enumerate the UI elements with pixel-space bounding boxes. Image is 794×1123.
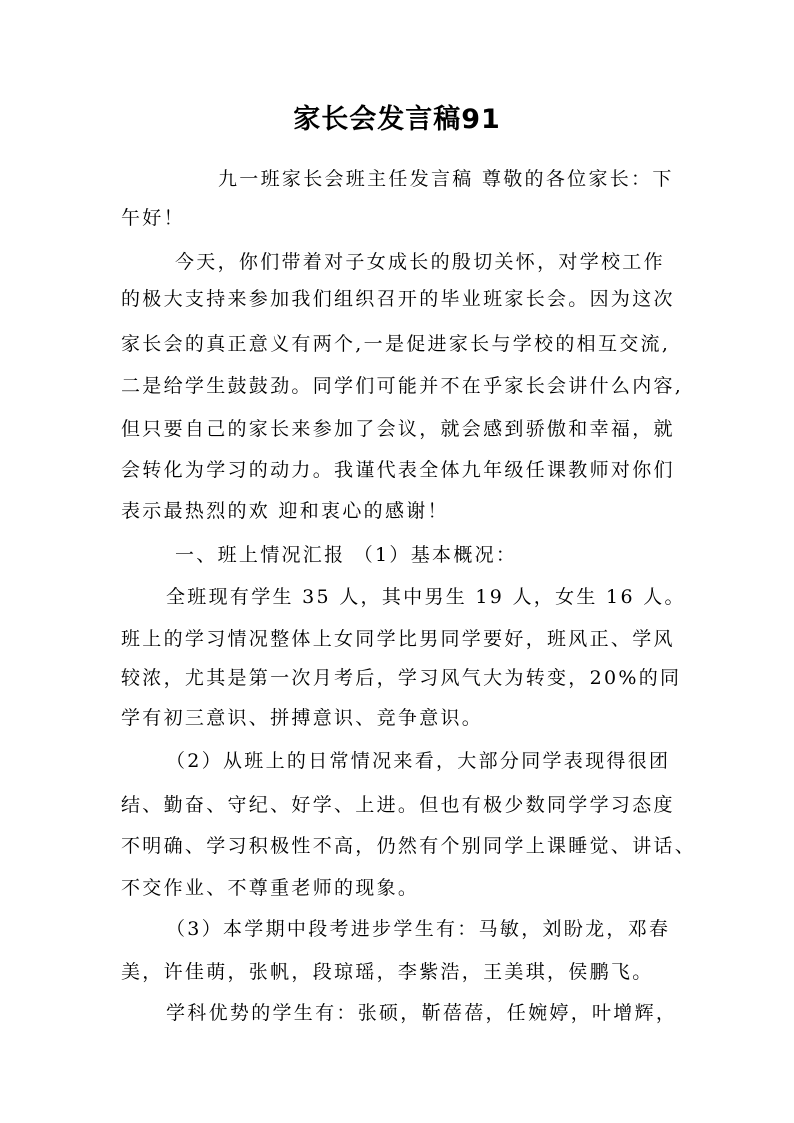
- paragraph-line: 学科优势的学生有：张硕，靳蓓蓓，任婉婷，叶增辉，: [166, 1002, 678, 1024]
- section-heading: 一、班上情况汇报 （1）基本概况：: [175, 544, 518, 566]
- paragraph-line: 的极大支持来参加我们组织召开的毕业班家长会。因为这次: [121, 288, 675, 310]
- paragraph-line: 学有初三意识、拼搏意识、竞争意识。: [121, 707, 484, 729]
- paragraph-line: 全班现有学生 35 人，其中男生 19 人，女生 16 人。: [166, 586, 686, 608]
- paragraph-line: 不明确、学习积极性不高，仍然有个别同学上课睡觉、讲话、: [121, 835, 697, 857]
- paragraph-line: 午好！: [121, 207, 185, 229]
- paragraph-line: 二是给学生鼓鼓劲。同学们可能并不在乎家长会讲什么内容,: [121, 375, 684, 397]
- paragraph-line: 九一班家长会班主任发言稿 尊敬的各位家长：下: [218, 168, 674, 190]
- paragraph-line: 不交作业、不尊重老师的现象。: [121, 877, 420, 899]
- paragraph-line: 家长会的真正意义有两个,一是促进家长与学校的相互交流,: [121, 333, 671, 355]
- paragraph-line: 较浓，尤其是第一次月考后，学习风气大为转变，20%的同: [121, 667, 682, 689]
- paragraph-line: 但只要自己的家长来参加了会议，就会感到骄傲和幸福，就: [121, 418, 675, 440]
- paragraph-line: （2）从班上的日常情况来看，大部分同学表现得很团: [166, 750, 671, 772]
- paragraph-line: 班上的学习情况整体上女同学比男同学要好，班风正、学风: [121, 628, 675, 650]
- paragraph-line: 会转化为学习的动力。我谨代表全体九年级任课教师对你们: [121, 459, 675, 481]
- paragraph-line: 美，许佳萌，张帆，段琼瑶，李紫浩，王美琪，侯鹏飞。: [121, 961, 654, 983]
- paragraph-line: 结、勤奋、守纪、好学、上进。但也有极少数同学学习态度: [121, 794, 675, 816]
- document-title: 家长会发言稿91: [293, 104, 501, 135]
- paragraph-line: （3）本学期中段考进步学生有：马敏，刘盼龙，邓春: [166, 918, 671, 940]
- paragraph-line: 表示最热烈的欢 迎和衷心的感谢！: [121, 500, 449, 522]
- paragraph-line: 今天，你们带着对子女成长的殷切关怀，对学校工作: [175, 251, 665, 273]
